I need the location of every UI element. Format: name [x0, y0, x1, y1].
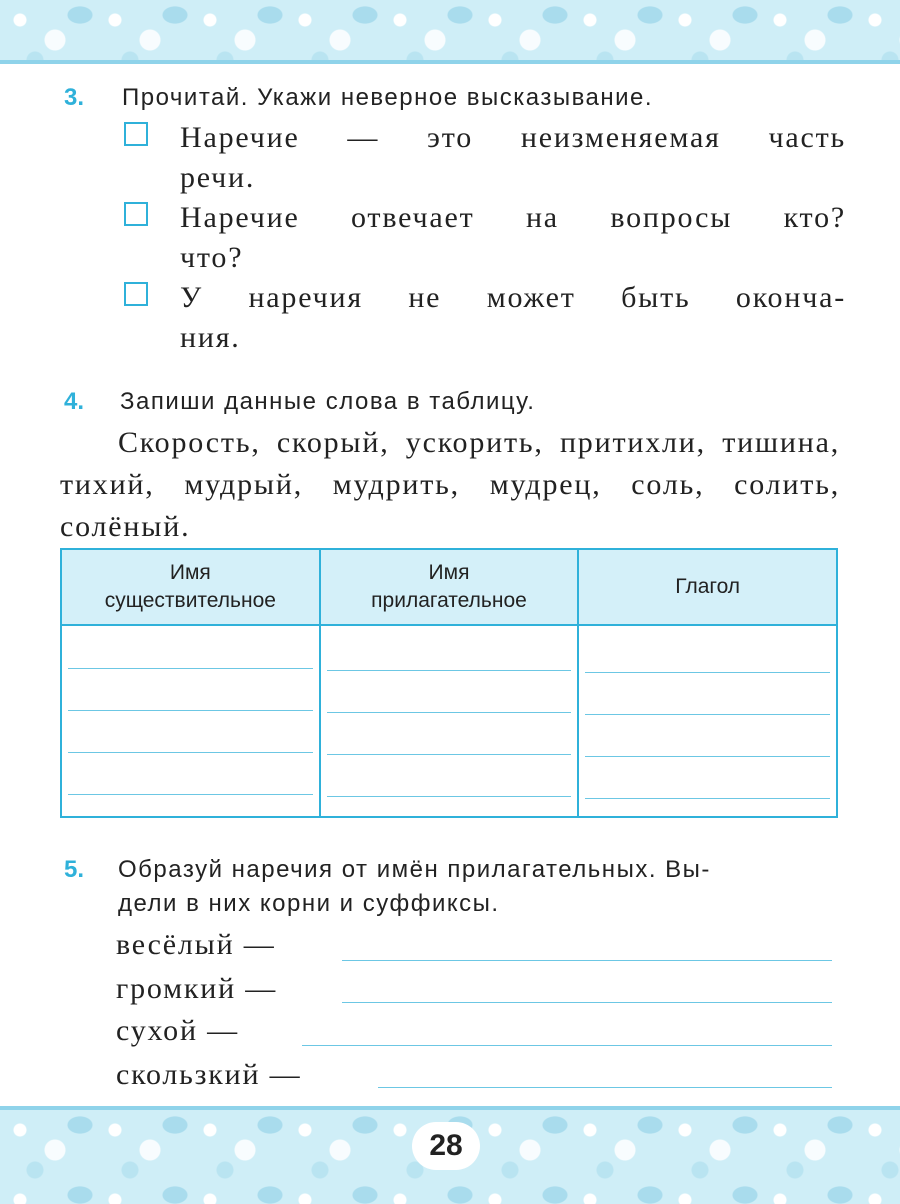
- answer-line-4[interactable]: [378, 1087, 832, 1088]
- writing-line: [585, 756, 830, 757]
- writing-line: [68, 710, 313, 711]
- option-1-text-line2: речи.: [180, 161, 256, 194]
- task-3-number: 3.: [64, 84, 85, 111]
- writing-line: [585, 798, 830, 799]
- task-5-instruction-line2: дели в них корни и суффиксы.: [118, 890, 500, 917]
- header-adjective-line2: прилагательное: [371, 589, 527, 612]
- task-5-number: 5.: [64, 856, 85, 883]
- adjective-veselyj: весёлый —: [116, 928, 276, 961]
- option-3-text-line2: ния.: [180, 321, 241, 354]
- writing-line: [327, 796, 572, 797]
- header-noun: [61, 549, 320, 625]
- header-adjective: [320, 549, 579, 625]
- writing-line: [68, 668, 313, 669]
- adjective-gromkij: громкий —: [116, 972, 278, 1005]
- task-3-instruction: Прочитай. Укажи неверное высказывание.: [122, 84, 654, 111]
- page-number: 28: [412, 1122, 480, 1170]
- top-decorative-border: [0, 0, 900, 64]
- answer-line-3[interactable]: [302, 1045, 832, 1046]
- noun-column-cell[interactable]: [61, 625, 320, 817]
- classification-table: [60, 548, 838, 818]
- adjective-skolzkij: скользкий —: [116, 1058, 302, 1091]
- header-noun-line1: Имя: [169, 561, 211, 584]
- writing-line: [585, 714, 830, 715]
- verb-column-cell[interactable]: [578, 625, 837, 817]
- writing-line: [68, 794, 313, 795]
- answer-line-2[interactable]: [342, 1002, 832, 1003]
- adjective-column-cell[interactable]: [320, 625, 579, 817]
- option-2-text-line1: Наречие отвечает на вопросы кто?: [180, 201, 846, 234]
- writing-line: [327, 754, 572, 755]
- header-adjective-line1: Имя: [428, 561, 470, 584]
- task-4-number: 4.: [64, 388, 85, 415]
- option-2-checkbox[interactable]: [124, 202, 148, 226]
- task-4-instruction: Запиши данные слова в таблицу.: [120, 388, 536, 415]
- header-verb-line1: Глагол: [675, 575, 741, 598]
- option-3-text-line1: У наречия не может быть оконча-: [180, 281, 846, 314]
- option-2-text-line2: что?: [180, 241, 244, 274]
- task-4-word-list: Скорость, скорый, ускорить, притихли, тишина, тихий, мудрый, мудрить, мудрец, соль, солить, солёный.: [60, 426, 840, 543]
- option-1-checkbox[interactable]: [124, 122, 148, 146]
- writing-line: [68, 752, 313, 753]
- writing-line: [327, 712, 572, 713]
- header-verb: [578, 549, 837, 625]
- adjective-suhoj: сухой —: [116, 1014, 239, 1047]
- option-1-text-line1: Наречие — это неизменяемая часть: [180, 121, 846, 154]
- writing-line: [585, 672, 830, 673]
- option-3-checkbox[interactable]: [124, 282, 148, 306]
- task-5-instruction-line1: Образуй наречия от имён прилагательных. Вы-: [118, 856, 711, 883]
- header-noun-line2: существительное: [104, 589, 276, 612]
- writing-line: [327, 670, 572, 671]
- answer-line-1[interactable]: [342, 960, 832, 961]
